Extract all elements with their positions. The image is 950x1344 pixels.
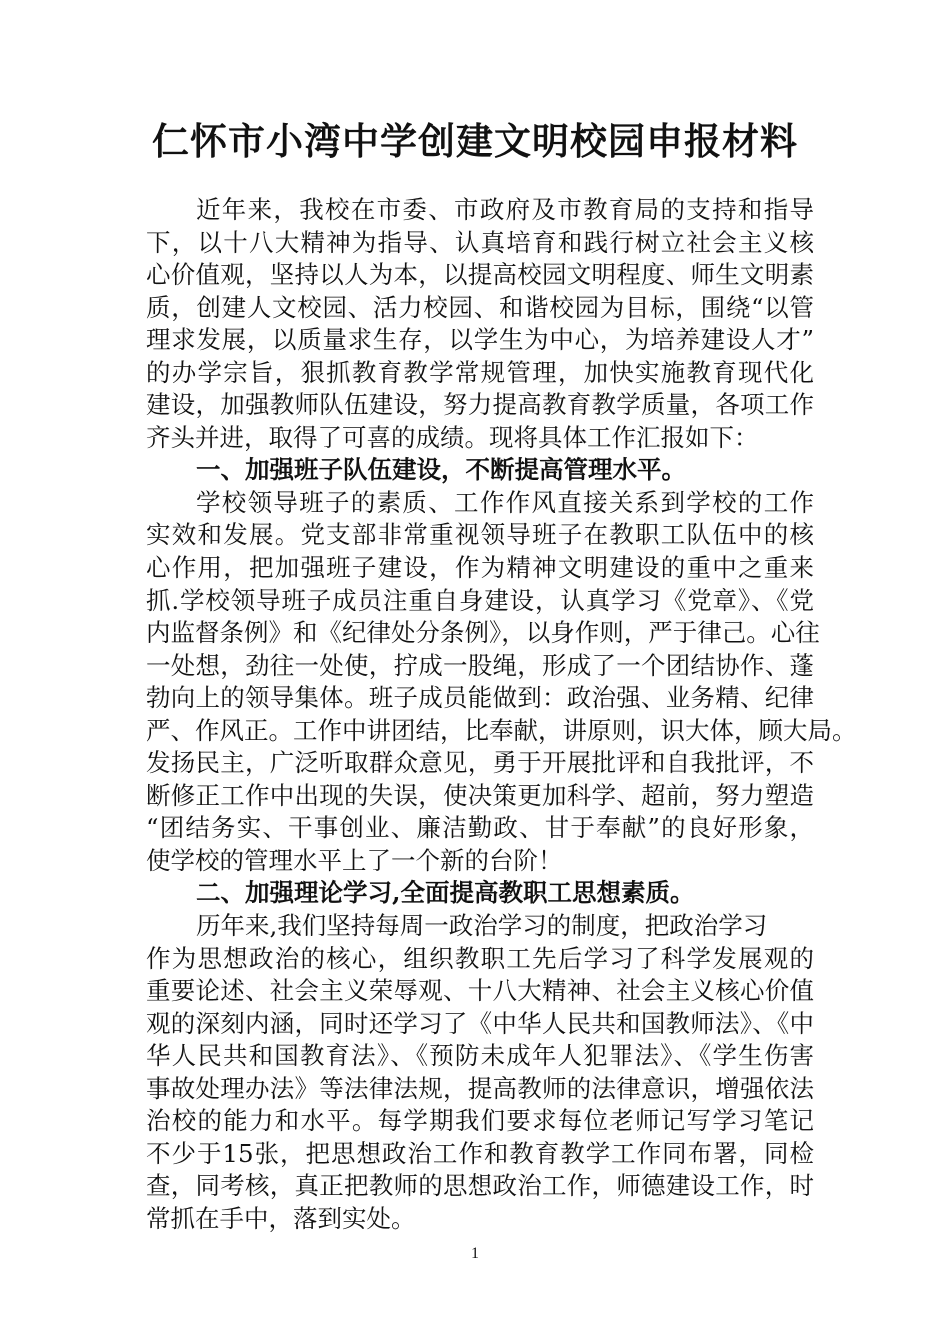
paragraph-section2-line: 治校的能力和水平。每学期我们要求每位老师记写学习笔记 — [146, 1106, 814, 1136]
paragraph-section1-line: 心作用，把加强班子建设，作为精神文明建设的重中之重来 — [146, 553, 814, 583]
document-body — [146, 194, 857, 1236]
paragraph-intro-line: 下，以十八大精神为指导、认真培育和践行树立社会主义核 — [146, 227, 814, 257]
page-number: 1 — [471, 1245, 479, 1262]
section-heading-1: 一、加强班子队伍建设，不断提高管理水平。 — [196, 455, 686, 485]
paragraph-section1-line: 严、作风正。工作中讲团结，比奉献，讲原则，识大体，顾大局。 — [146, 715, 857, 745]
paragraph-section2-line: 观的深刻内涵，同时还学习了《中华人民共和国教师法》、《中 — [146, 1008, 814, 1038]
paragraph-intro-line: 齐头并进，取得了可喜的成绩。现将具体工作汇报如下： — [146, 422, 759, 452]
paragraph-intro-line: 理求发展，以质量求生存，以学生为中心，为培养建设人才” — [146, 325, 814, 355]
paragraph-intro-line: 建设，加强教师队伍建设，努力提高教育教学质量，各项工作 — [146, 390, 814, 420]
section-heading-2: 二、加强理论学习,全面提高教职工思想素质。 — [196, 878, 695, 908]
paragraph-intro-line: 的办学宗旨，狠抓教育教学常规管理，加快实施教育现代化 — [146, 357, 814, 387]
paragraph-section1-line: 发扬民主，广泛听取群众意见，勇于开展批评和自我批评，不 — [146, 748, 814, 778]
paragraph-section1-line: 抓.学校领导班子成员注重自身建设，认真学习《党章》、《党 — [146, 585, 814, 615]
paragraph-section2-line: 华人民共和国教育法》、《预防未成年人犯罪法》、《学生伤害 — [146, 1041, 814, 1071]
paragraph-section1-line: 实效和发展。党支部非常重视领导班子在教职工队伍中的核 — [146, 520, 814, 550]
paragraph-intro-line: 心价值观，坚持以人为本，以提高校园文明程度、师生文明素 — [146, 260, 814, 290]
paragraph-section2-line: 事故处理办法》等法律法规，提高教师的法律意识，增强依法 — [146, 1073, 814, 1103]
paragraph-section1-line: 内监督条例》和《纪律处分条例》，以身作则，严于律己。心往 — [146, 618, 820, 648]
paragraph-section1-line: 断修正工作中出现的失误，使决策更加科学、超前，努力塑造 — [146, 780, 814, 810]
paragraph-intro-line: 质，创建人文校园、活力校园、和谐校园为目标，围绕“以管 — [146, 292, 814, 322]
paragraph-section1-line: 一处想，劲往一处使，拧成一股绳，形成了一个团结协作、蓬 — [146, 650, 814, 680]
paragraph-section2-line: 历年来,我们坚持每周一政治学习的制度，把政治学习 — [196, 911, 768, 941]
paragraph-section2-line: 常抓在手中，落到实处。 — [146, 1203, 416, 1233]
paragraph-section1-line: 使学校的管理水平上了一个新的台阶！ — [146, 845, 563, 875]
document-title: 仁怀市小湾中学创建文明校园申报材料 — [152, 119, 798, 163]
paragraph-section2-line: 重要论述、社会主义荣辱观、十八大精神、社会主义核心价值 — [146, 976, 814, 1006]
paragraph-section1-line: 学校领导班子的素质、工作作风直接关系到学校的工作 — [196, 487, 814, 517]
paragraph-section2-line: 查，同考核，真正把教师的思想政治工作，师德建设工作，时 — [146, 1171, 814, 1201]
paragraph-section2-line: 作为思想政治的核心，组织教职工先后学习了科学发展观的 — [146, 943, 814, 973]
paragraph-section1-line: “团结务实、干事创业、廉洁勤政、甘于奉献”的良好形象， — [146, 813, 814, 843]
paragraph-section2-line: 不少于15张，把思想政治工作和教育教学工作同布署，同检 — [146, 1138, 814, 1168]
paragraph-section1-line: 勃向上的领导集体。班子成员能做到：政治强、业务精、纪律 — [146, 683, 814, 713]
paragraph-intro-line: 近年来，我校在市委、市政府及市教育局的支持和指导 — [196, 195, 814, 224]
